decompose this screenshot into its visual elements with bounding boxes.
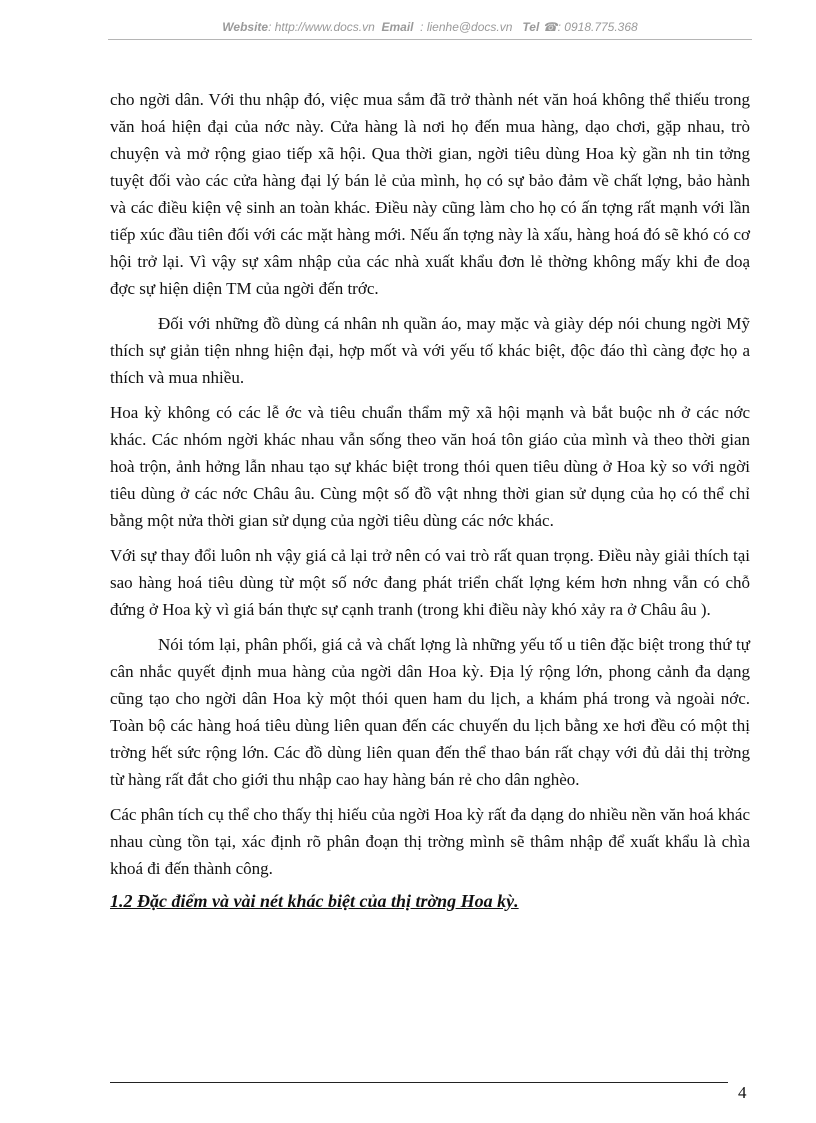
footer-divider (110, 1082, 728, 1083)
paragraph-5: Nói tóm lại, phân phối, giá cả và chất lợng là những yếu tố u tiên đặc biệt trong thứ tự cân nhắc quyết định mua hàng của ngời dân Hoa kỳ. Địa lý rộng lớn, phong cảnh đa dạng cũng tạo cho ngời dân Hoa kỳ một thói quen ham du lịch, a khám phá trong và ngoài nớc. Toàn bộ các hàng hoá tiêu dùng liên quan đến các chuyến du lịch bằng xe hơi đều có một thị trờng hết sức rộng lớn. Các đồ dùng liên quan đến thể thao bán rất chạy với đủ dải thị trờng từ hàng rất đắt cho giới thu nhập cao hay hàng bán rẻ cho dân nghèo. (110, 635, 750, 789)
paragraph-1: cho ngời dân. Với thu nhập đó, việc mua sắm đã trở thành nét văn hoá không thể thiếu trong văn hoá hiện đại của nớc này. Cửa hàng là nơi họ đến mua hàng, dạo chơi, gặp nhau, trò chuyện và mở rộng giao tiếp xã hội. Qua thời gian, ngời tiêu dùng Hoa kỳ gần nh tin tởng tuyệt đối vào các cửa hàng đại lý bán lẻ của mình, họ có sự bảo đảm về chất lợng, bảo hành và các điều kiện vệ sinh an toàn khác. Điều này cũng làm cho họ có ấn tợng rất mạnh với lần tiếp xúc đầu tiên đối với các mặt hàng mới. Nếu ấn tợng này là xấu, hàng hoá đó sẽ khó có cơ hội trở lại. Vì vậy sự xâm nhập của các nhà xuất khẩu đơn lẻ thờng không mấy khi đe doạ đợc sự hiện diện TM của ngời đến trớc. (110, 90, 750, 298)
page-number: 4 (738, 1083, 747, 1102)
email-label: Email (381, 20, 414, 34)
paragraph-3: Hoa kỳ không có các lễ ớc và tiêu chuẩn thẩm mỹ xã hội mạnh và bắt buộc nh ở các nớc khác. Các nhóm ngời khác nhau vẫn sống theo văn hoá tôn giáo của mình và theo thời gian hoà trộn, ảnh hởng lẫn nhau tạo sự khác biệt trong thói quen tiêu dùng ở Hoa kỳ so với ngời tiêu dùng ở các nớc Châu âu. Cùng một số đồ vật nhng thời gian sử dụng của họ có thể chỉ bằng một nửa thời gian sử dụng của ngời tiêu dùng các nớc khác. (110, 403, 750, 530)
website-value: : http://www.docs.vn (268, 20, 375, 34)
email-value: : lienhe@docs.vn (420, 20, 513, 34)
page-header (110, 20, 750, 34)
paragraph-4: Với sự thay đổi luôn nh vậy giá cả lại trở nên có vai trò rất quan trọng. Điều này giải thích tại sao hàng hoá tiêu dùng từ một số nớc đang phát triển chất lợng kém hơn nhng vẫn có chỗ đứng ở Hoa kỳ vì giá bán thực sự cạnh tranh (trong khi điều này khó xảy ra ở Châu âu ). (110, 546, 750, 619)
document-body (110, 86, 750, 915)
header-divider (108, 39, 752, 40)
website-label: Website (222, 20, 269, 34)
section-heading: 1.2 Đặc điểm và vài nét khác biệt của thị trờng Hoa kỳ. (110, 891, 519, 911)
paragraph-2: Đối với những đồ dùng cá nhân nh quần áo, may mặc và giày dép nói chung ngời Mỹ thích sự giản tiện nhng hiện đại, hợp mốt và với yếu tố khác biệt, độc đáo thì càng đợc họ a thích và mua nhiều. (110, 314, 750, 387)
phone-icon: ☎ (542, 20, 558, 34)
tel-value: : 0918.775.368 (557, 20, 638, 34)
tel-label: Tel (522, 20, 540, 34)
paragraph-6: Các phân tích cụ thể cho thấy thị hiếu của ngời Hoa kỳ rất đa dạng do nhiều nền văn hoá khác nhau cùng tồn tại, xác định rõ phân đoạn thị trờng mình sẽ thâm nhập để xuất khẩu là chìa khoá đi đến thành công. (110, 805, 750, 878)
